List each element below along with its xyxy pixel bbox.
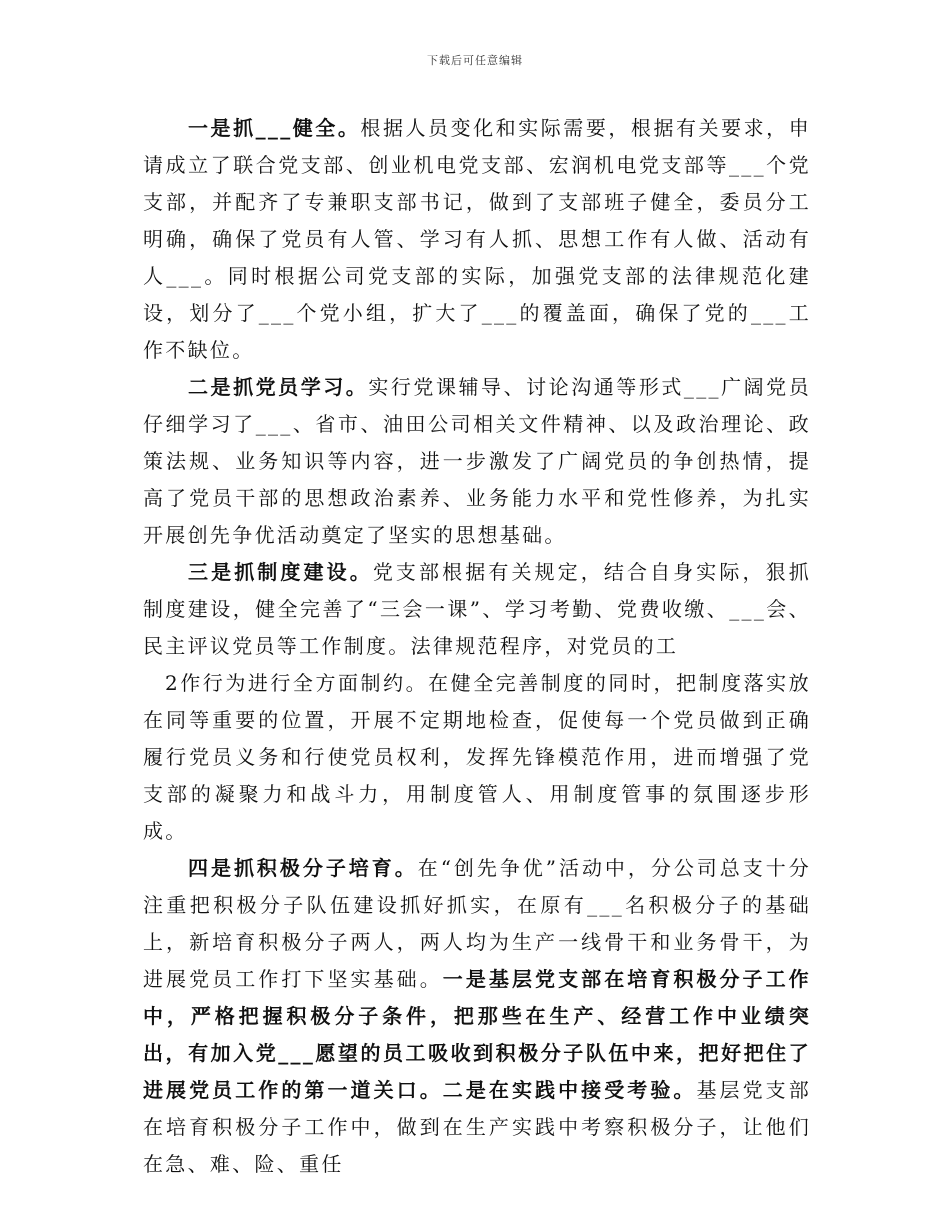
paragraph-heading: 一是抓___健全。	[188, 116, 361, 140]
paragraph-text: 2作行为进行全方面制约。在健全完善制度的同时，把制度落实放在同等重要的位置，开展不定期地检查，促使每一个党员做到正确履行党员义务和行使党员权利，发挥先锋模范作用，进而增强了党支部的凝聚力和战斗力，用制度管人、用制度管事的氛围逐步形成。	[143, 671, 811, 843]
paragraph-emphasis: 一是基层党支部在培育积极分子工作中，严格把握积极分子条件，把那些在生产、经营工作中业绩突出，有加入党___愿望的员工吸收到积极分子队伍中来，把好把住了进展党员工作的第一道关口。二是在实践中接受考验。	[143, 967, 811, 1102]
paragraph-heading: 二是抓党员学习。	[188, 375, 369, 399]
paragraph-5	[143, 850, 811, 1183]
paragraph-text: 党支部根据有关规定，结合自身实际，狠抓制度建设，健全完善了“三会一课”、学习考勤、党费收缴、___会、民主评议党员等工作制度。法律规范程序，对党员的工	[143, 560, 811, 658]
paragraph-1	[143, 110, 811, 369]
paragraph-heading: 四是抓积极分子培育。	[188, 856, 418, 880]
paragraph-text: 实行党课辅导、讨论沟通等形式___广阔党员仔细学习了___、省市、油田公司相关文件精神、以及政治理论、政策法规、业务知识等内容，进一步激发了广阔党员的争创热情，提高了党员干部的思想政治素养、业务能力水平和党性修养，为扎实开展创先争优活动奠定了坚实的思想基础。	[143, 375, 811, 547]
paragraph-text: 基层党支部在培育积极分子工作中，做到在生产实践中考察积极分子，让他们在急、难、险、重任	[143, 1078, 812, 1176]
paragraph-text: 根据人员变化和实际需要，根据有关要求，申请成立了联合党支部、创业机电党支部、宏润机电党支部等___个党支部，并配齐了专兼职支部书记，做到了支部班子健全，委员分工明确，确保了党员有人管、学习有人抓、思想工作有人做、活动有人___。同时根据公司党支部的实际，加强党支部的法律规范化建设，划分了___个党小组，扩大了___的覆盖面，确保了党的___工作不缺位。	[143, 116, 812, 362]
paragraph-2	[143, 369, 811, 554]
paragraph-heading: 三是抓制度建设。	[188, 560, 373, 584]
page-header: 下载后可任意编辑	[427, 54, 523, 67]
document-body	[143, 110, 811, 1183]
paragraph-4	[143, 665, 811, 850]
paragraph-3	[143, 554, 811, 665]
paragraph-text: 在“创先争优”活动中，分公司总支十分注重把积极分子队伍建设抓好抓实，在原有___名积极分子的基础上，新培育积极分子两人，两人均为生产一线骨干和业务骨干，为进展党员工作打下坚实基础。	[143, 856, 811, 991]
